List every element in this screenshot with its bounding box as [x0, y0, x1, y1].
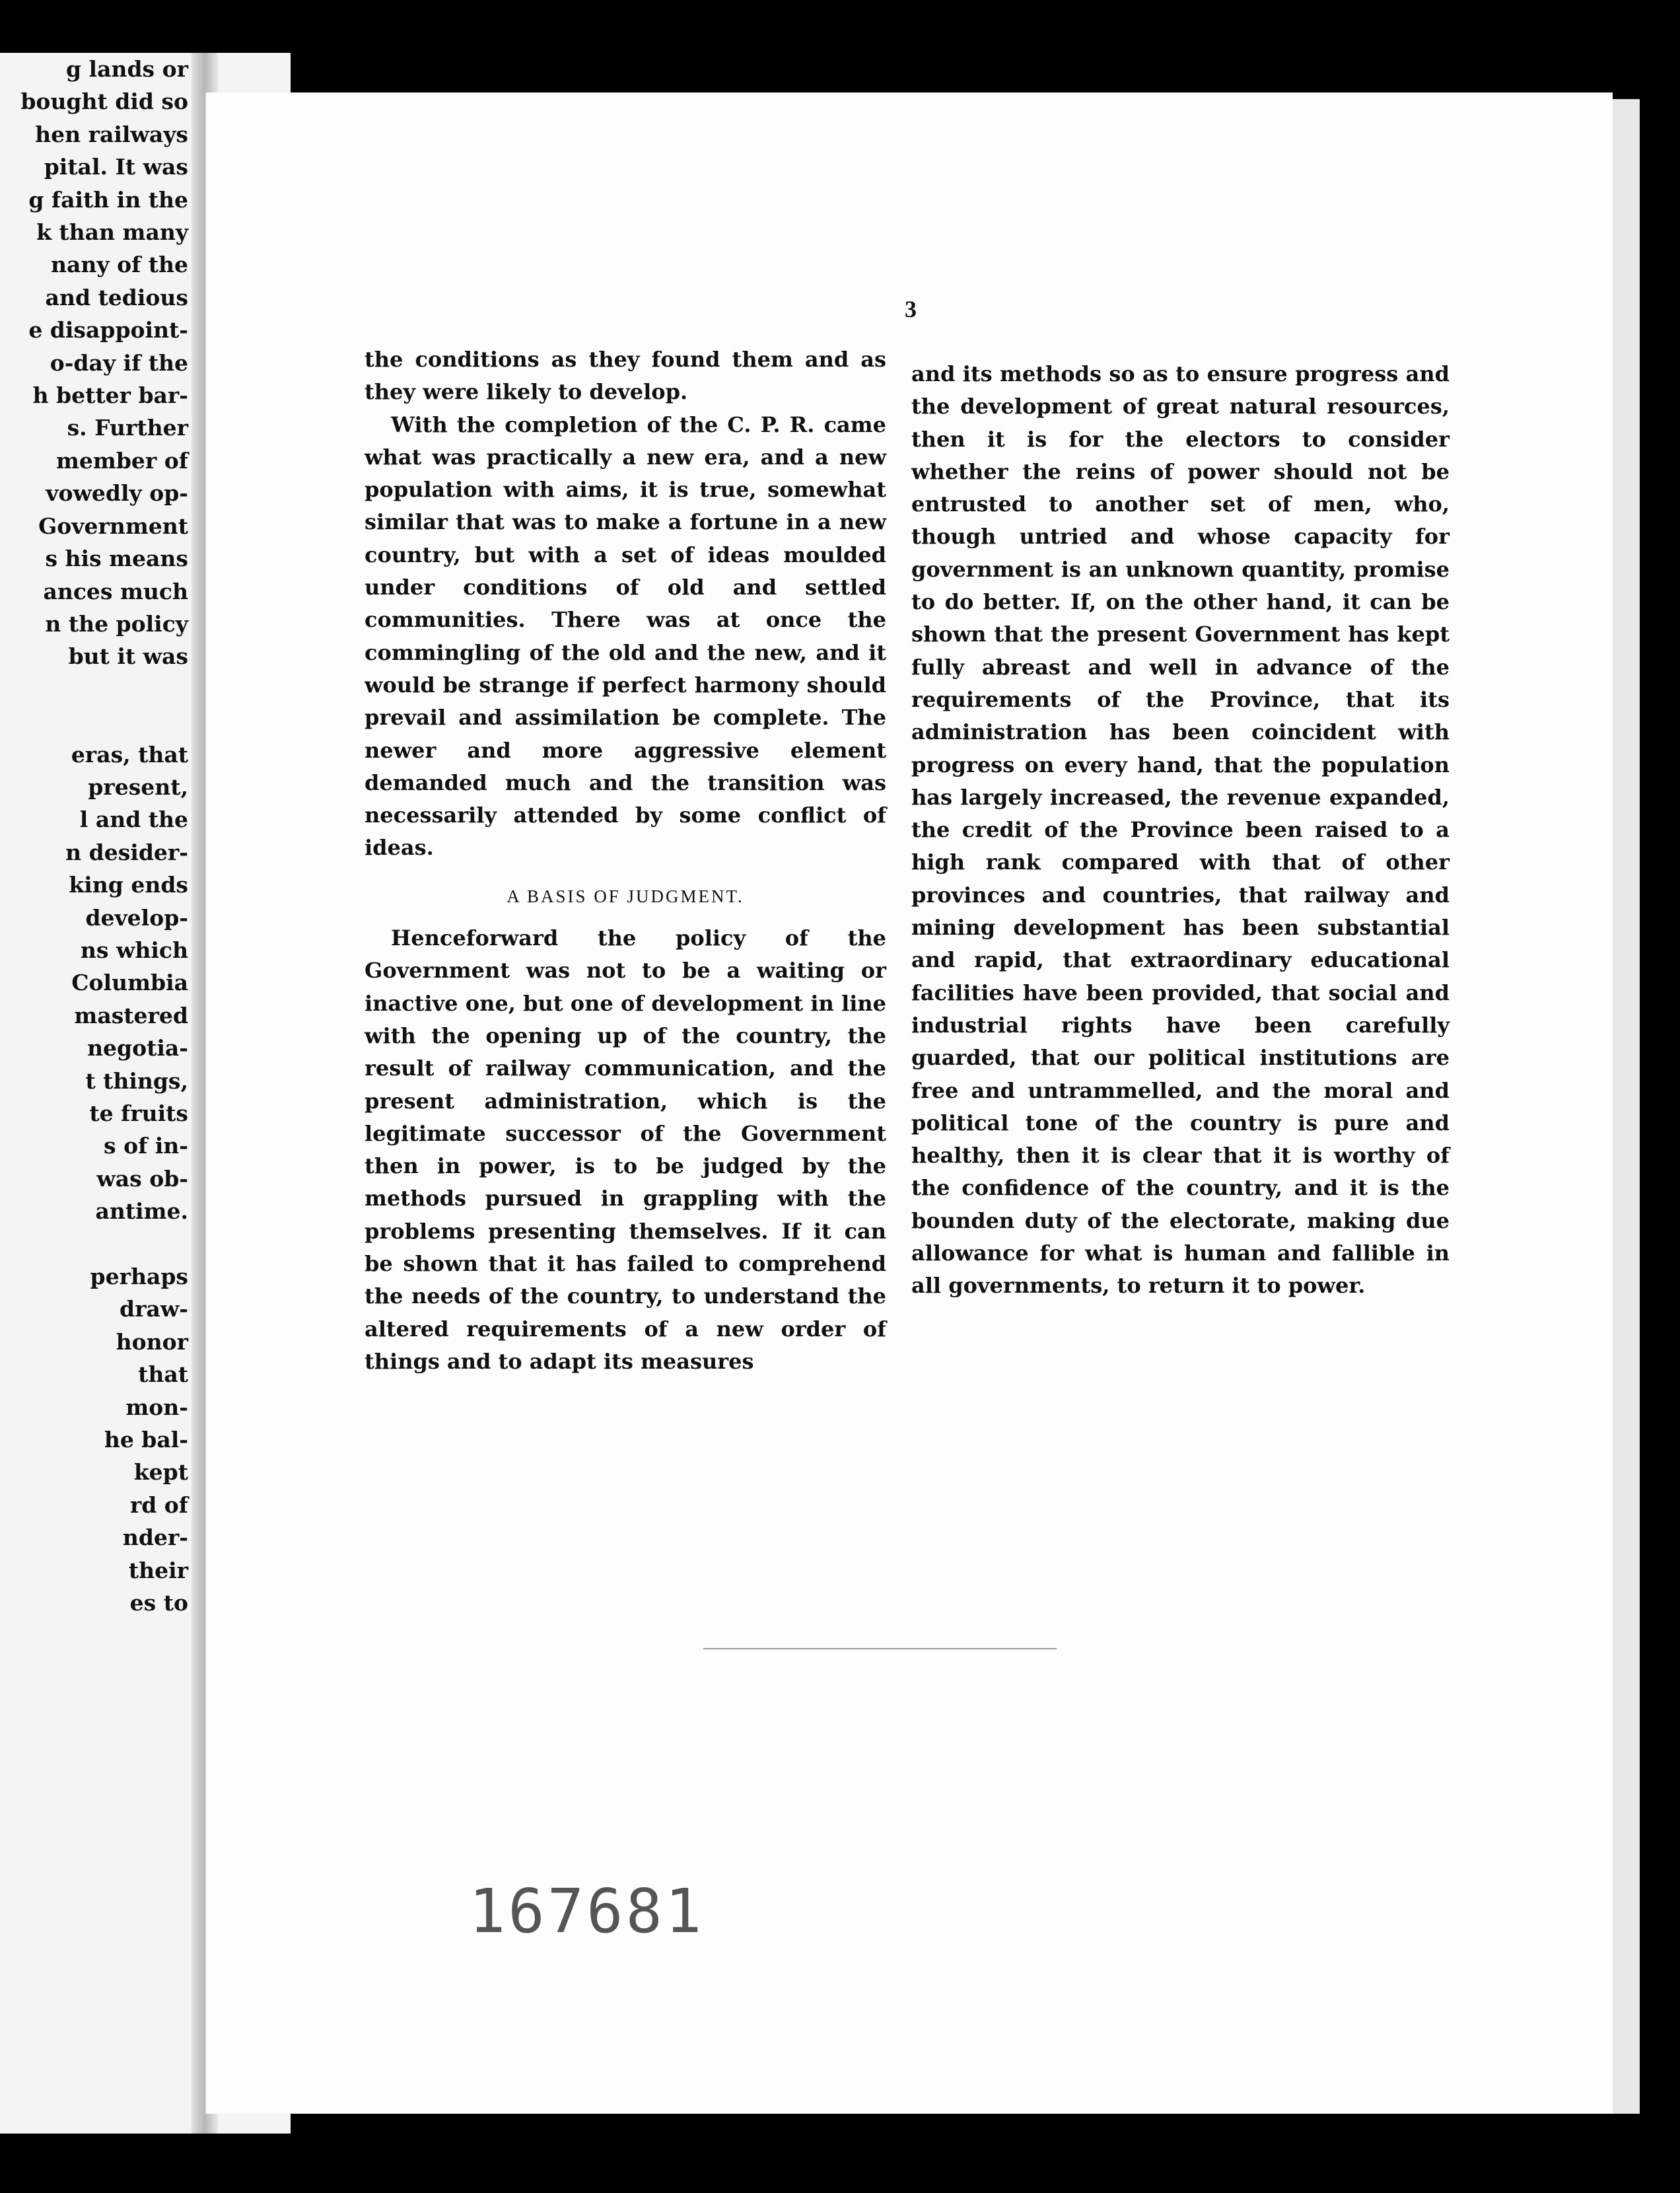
facing-page-line: negotia- [87, 1035, 188, 1061]
facing-page-line: s. Further [67, 415, 188, 441]
text-column-right [911, 358, 1450, 1303]
facing-page-line: ances much [43, 578, 188, 604]
facing-page-line: s of in- [104, 1133, 188, 1159]
facing-page-line: l and the [79, 807, 188, 833]
facing-page-text [0, 53, 188, 1620]
facing-page-line: antime. [95, 1198, 188, 1225]
facing-page-line: mastered [74, 1002, 188, 1028]
facing-page-line: hen railways [35, 121, 188, 147]
facing-page-line: eras, that [71, 741, 188, 768]
facing-page-line: perhaps [90, 1264, 188, 1290]
facing-page-line: that [138, 1361, 188, 1388]
facing-page-line: g faith in the [28, 186, 188, 213]
facing-page-line: member of [56, 447, 188, 474]
facing-page-line: was ob- [96, 1165, 188, 1192]
facing-page-line: kept [133, 1459, 188, 1486]
facing-page-line: king ends [69, 872, 188, 898]
section-heading: A BASIS OF JUDGMENT. [507, 886, 744, 906]
facing-page-line: nder- [122, 1525, 188, 1551]
facing-page-line: n the policy [45, 610, 188, 637]
facing-page-line: s his means [45, 546, 188, 572]
facing-page-line: h better bar- [32, 382, 188, 409]
facing-page-line: rd of [129, 1492, 188, 1518]
facing-page-line: n desider- [65, 839, 188, 865]
facing-page-line: present, [88, 773, 188, 800]
paragraph: Henceforward the policy of the Government was not to be a waiting or inactive one, but one of development in line with the opening up of the country, the result of railway communication, and the present administration, which is the legitimate successor of the Government then in power, is to be judged by the methods pursued in grappling with the problems presenting themselves. If it can be shown that it has failed to comprehend the needs of the country, to understand the altered requirements of a new order of things and to adapt its measures [365, 925, 886, 1374]
facing-page-line: bought did so [20, 89, 188, 115]
paragraph: and its methods so as to ensure progress and the development of great natural resources, then it is for the electors to consider whether the reins of power should not be entrusted to another set of men, who, though untried and whose capacity for government is an unknown quantity, promise to do better. If, on the other hand, it can be shown that the present Government has kept fully abreast and well in advance of the requirements of the Province, that its administration has been coincident with progress on every hand, that the population has largely increased, the revenue expanded, the credit of the Province been raised to a high rank compared with that of other provinces and countries, that railway and mining development has been substantial and rapid, that extraordinary educational facilities have been provided, that social and industrial rights have been carefully guarded, that our political institutions are free and untrammelled, and the moral and political tone of the country is pure and healthy, then it is clear that it is worthy of the confidence of the country, and it is the bounden duty of the electorate, making due allowance for what is human and fallible in all governments, to return it to power. [911, 361, 1450, 1299]
facing-page-line: honor [116, 1328, 188, 1355]
catalog-stamp-number: 167681 [469, 1876, 705, 1947]
facing-page-line: nany of the [51, 252, 188, 278]
paragraph: With the completion of the C. P. R. came what was practically a new era, and a new population with aims, it is true, somewhat similar that was to make a fortune in a new country, but with a set of ideas moulded under conditions of old and settled communities. There was at once the commingling of the old and the new, and it would be strange if perfect harmony should prevail and assimilation be complete. The newer and more aggressive element demanded much and the transition was necessarily attended by some conflict of ideas. [365, 412, 886, 861]
horizontal-rule [703, 1648, 1057, 1649]
facing-page-line: te fruits [89, 1100, 188, 1126]
facing-page-line [0, 705, 188, 738]
facing-page-line: ns which [80, 937, 188, 963]
facing-page-line [0, 673, 188, 705]
facing-page-line: pital. It was [44, 154, 188, 180]
facing-page-line: k than many [36, 219, 188, 246]
facing-page-line: o-day if the [50, 349, 188, 376]
facing-page-line: but it was [68, 643, 188, 670]
facing-page-line: he bal- [104, 1427, 188, 1453]
facing-page-line: and tedious [45, 284, 188, 310]
facing-page-line: Columbia [71, 970, 188, 996]
facing-page-line: t things, [85, 1067, 188, 1094]
facing-page-line: develop- [85, 904, 188, 931]
facing-page-line: mon- [125, 1394, 188, 1420]
facing-page-line: g lands or [65, 56, 188, 82]
facing-page-line: Government [38, 513, 188, 539]
facing-page-line [0, 1228, 188, 1260]
facing-page-line: es to [129, 1590, 188, 1616]
facing-page-line: their [128, 1557, 188, 1583]
page-number: 3 [905, 296, 917, 322]
facing-page-line: e disappoint- [28, 317, 188, 343]
facing-page-line: draw- [120, 1296, 188, 1322]
paragraph: the conditions as they found them and as they were likely to develop. [365, 347, 886, 405]
text-column-left [365, 343, 886, 1378]
facing-page-line: vowedly op- [46, 480, 188, 507]
